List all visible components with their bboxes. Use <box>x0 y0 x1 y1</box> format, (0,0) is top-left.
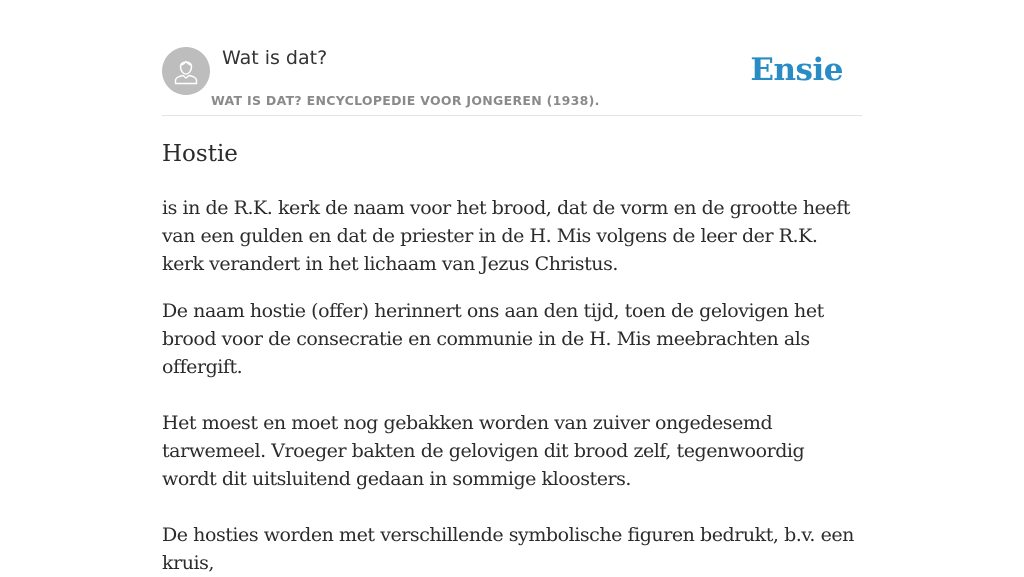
ensie-logo[interactable]: Ensie <box>750 52 843 88</box>
article <box>162 138 862 577</box>
source-title[interactable]: Wat is dat? <box>222 47 328 69</box>
source-subtitle[interactable]: WAT IS DAT? ENCYCLOPEDIE VOOR JONGEREN (1938). <box>211 93 600 108</box>
article-paragraph: is in de R.K. kerk de naam voor het brood, dat de vorm en de grootte heeft van een gulden en dat de priester in de H. Mis volgens de leer der R.K. kerk verandert in het lichaam van Jezus Christus. <box>162 197 850 275</box>
article-paragraph: De naam hostie (offer) herinnert ons aan den tijd, toen de gelovigen het brood voor de consecratie en communie in de H. Mis meebrachten als offergift. Het moest en moet nog gebakken worden van zuiver ongedesemd tarwemeel. Vroeger bakten de gelovigen dit brood zelf, tegenwoordig wordt dit uitsluitend gedaan in sommige kloosters. De hosties worden met verschillende symbolische figuren bedrukt, b.v. een kruis, <box>162 300 854 574</box>
user-icon[interactable] <box>162 47 210 95</box>
source-header <box>162 46 862 116</box>
article-title: Hostie <box>162 141 238 167</box>
